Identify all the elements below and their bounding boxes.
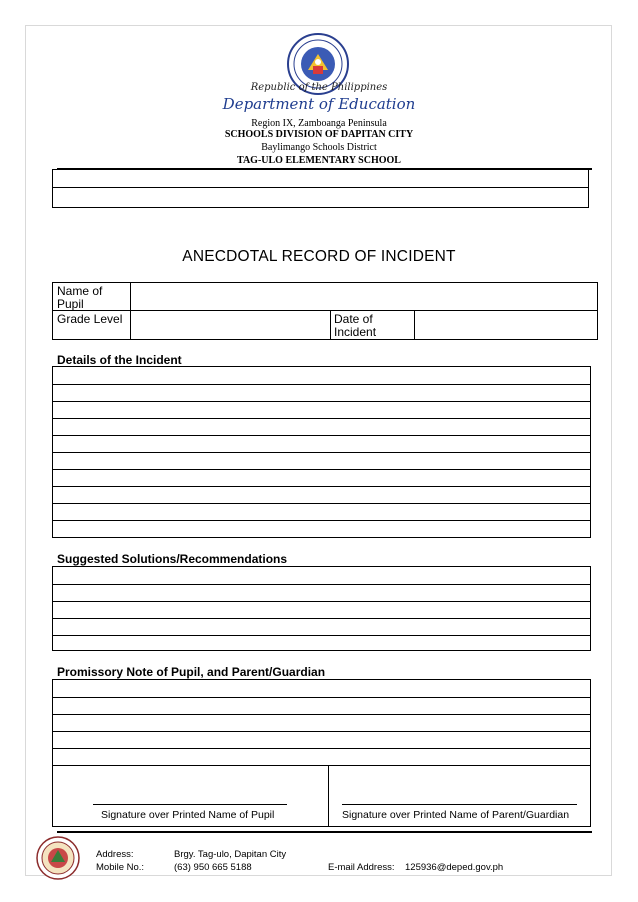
date-label: Date of Incident <box>334 312 377 339</box>
mobile-label: Mobile No.: <box>96 862 145 873</box>
email-value: 125936@deped.gov.ph <box>405 862 504 873</box>
school-seal-icon <box>36 836 80 880</box>
top-blank-box[interactable] <box>52 169 589 208</box>
email-label: E-mail Address: <box>328 862 395 873</box>
division-text: SCHOOLS DIVISION OF DAPITAN CITY <box>224 129 414 140</box>
republic-text: Republic of the Philippines <box>250 82 388 93</box>
solutions-box[interactable] <box>52 566 591 651</box>
top-box-line <box>53 187 588 188</box>
mobile-value: (63) 950 665 5188 <box>174 862 252 873</box>
signature-divider <box>328 765 329 826</box>
info-col-divider-2 <box>330 310 331 339</box>
grade-field[interactable] <box>131 311 330 340</box>
region-text: Region IX, Zamboanga Peninsula <box>251 118 387 129</box>
department-title: Department of Education <box>222 95 416 113</box>
footer-divider <box>57 831 592 833</box>
date-field[interactable] <box>415 311 598 340</box>
pupil-info-table <box>52 282 598 340</box>
parent-signature-label: Signature over Printed Name of Parent/Guardian <box>342 809 570 821</box>
address-label: Address: <box>96 849 134 860</box>
parent-signature-line[interactable] <box>342 804 577 805</box>
grade-label: Grade Level <box>57 312 123 326</box>
name-label: Name of Pupil <box>57 284 103 311</box>
details-label: Details of the Incident <box>57 353 182 367</box>
address-value: Brgy. Tag-ulo, Dapitan City <box>174 849 287 860</box>
pupil-signature-line[interactable] <box>93 804 287 805</box>
solutions-label: Suggested Solutions/Recommendations <box>57 552 288 566</box>
name-field[interactable] <box>131 283 598 310</box>
district-text: Baylimango Schools District <box>261 142 377 153</box>
promissory-label: Promissory Note of Pupil, and Parent/Guardian <box>57 665 326 679</box>
details-box[interactable] <box>52 366 591 538</box>
form-title: ANECDOTAL RECORD OF INCIDENT <box>182 248 456 265</box>
pupil-signature-label: Signature over Printed Name of Pupil <box>101 809 275 821</box>
school-name: TAG-ULO ELEMENTARY SCHOOL <box>237 155 401 166</box>
